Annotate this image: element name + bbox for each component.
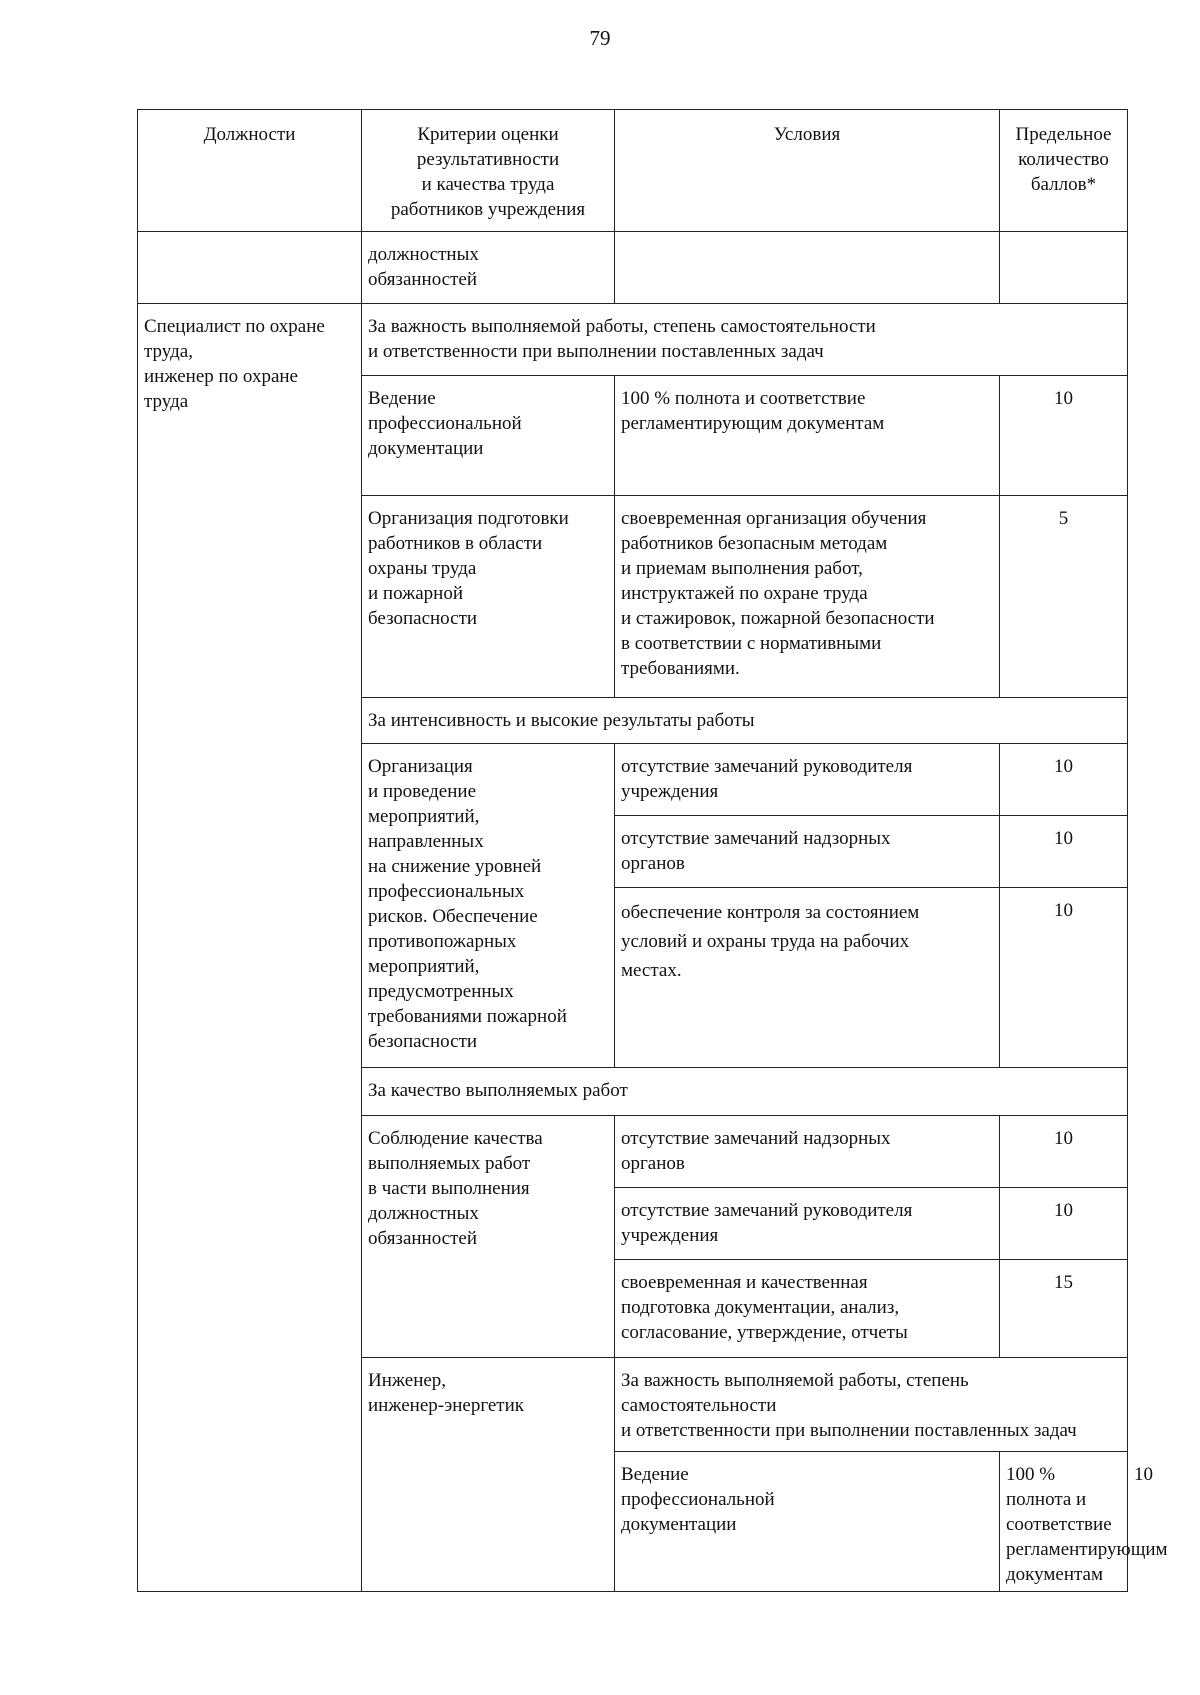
header-position: Должности bbox=[138, 110, 362, 232]
empty-cell bbox=[138, 232, 362, 304]
points-cell: 15 bbox=[1000, 1260, 1128, 1358]
points-cell: 10 bbox=[1000, 744, 1128, 816]
condition-cell: своевременная организация обучения работников безопасным методам и приемам выполнения работ, инструктажей по охране труда и стажировок, пожарной безопасности в соответствии с нормативными требованиями. bbox=[615, 496, 1000, 698]
page-number: 79 bbox=[589, 26, 611, 50]
condition-cell: отсутствие замечаний надзорных органов bbox=[615, 1116, 1000, 1188]
section-heading-quality: За качество выполняемых работ bbox=[362, 1068, 1128, 1116]
position-cell-engineer: Инженер, инженер-энергетик bbox=[362, 1358, 615, 1592]
criterion-cell: должностных обязанностей bbox=[362, 232, 615, 304]
points-cell: 10 bbox=[1000, 816, 1128, 888]
evaluation-criteria-table bbox=[137, 109, 1168, 1592]
points-cell: 10 bbox=[1000, 1188, 1128, 1260]
header-conditions: Условия bbox=[615, 110, 1000, 232]
continuation-row bbox=[138, 232, 1128, 304]
empty-cell bbox=[1000, 232, 1128, 304]
condition-cell: 100 % полнота и соответствие регламентирующим документам bbox=[1000, 1452, 1128, 1592]
criterion-cell: Ведение профессиональной документации bbox=[615, 1452, 1000, 1592]
criterion-cell: Организация и проведение мероприятий, направленных на снижение уровней профессиональных рисков. Обеспечение противопожарных мероприятий, предусмотренных требованиями пожарной безопасности bbox=[362, 744, 615, 1068]
empty-cell bbox=[615, 232, 1000, 304]
header-max-points: Предельное количество баллов* bbox=[1000, 110, 1128, 232]
table-header-row bbox=[138, 110, 1128, 232]
header-criteria: Критерии оценки результативности и качества труда работников учреждения bbox=[362, 110, 615, 232]
condition-cell: отсутствие замечаний руководителя учреждения bbox=[615, 1188, 1000, 1260]
table-row: Ведение профессиональной документации 100 % полнота и соответствие регламентирующим документам 10 bbox=[138, 1452, 1128, 1592]
points-cell: 10 bbox=[1000, 1116, 1128, 1188]
condition-cell: отсутствие замечаний надзорных органов bbox=[615, 816, 1000, 888]
section-heading-intensity: За интенсивность и высокие результаты работы bbox=[362, 698, 1128, 744]
section-heading-importance: За важность выполняемой работы, степень самостоятельности и ответственности при выполнении поставленных задач bbox=[615, 1358, 1128, 1452]
points-cell: 10 bbox=[1000, 888, 1128, 1068]
condition-cell: отсутствие замечаний руководителя учреждения bbox=[615, 744, 1000, 816]
position-cell-safety-specialist: Специалист по охране труда, инженер по охране труда bbox=[138, 304, 362, 1592]
points-cell: 10 bbox=[1000, 376, 1128, 496]
table-row bbox=[138, 304, 1128, 376]
points-cell: 5 bbox=[1000, 496, 1128, 698]
condition-cell: 100 % полнота и соответствие регламентирующим документам bbox=[615, 376, 1000, 496]
criterion-cell: Организация подготовки работников в области охраны труда и пожарной безопасности bbox=[362, 496, 615, 698]
condition-cell: своевременная и качественная подготовка документации, анализ, согласование, утверждение, отчеты bbox=[615, 1260, 1000, 1358]
section-heading-importance: За важность выполняемой работы, степень самостоятельности и ответственности при выполнении поставленных задач bbox=[362, 304, 1128, 376]
condition-cell: обеспечение контроля за состоянием условий и охраны труда на рабочих местах. bbox=[615, 888, 1000, 1068]
criterion-cell: Соблюдение качества выполняемых работ в части выполнения должностных обязанностей bbox=[362, 1116, 615, 1358]
criterion-cell: Ведение профессиональной документации bbox=[362, 376, 615, 496]
